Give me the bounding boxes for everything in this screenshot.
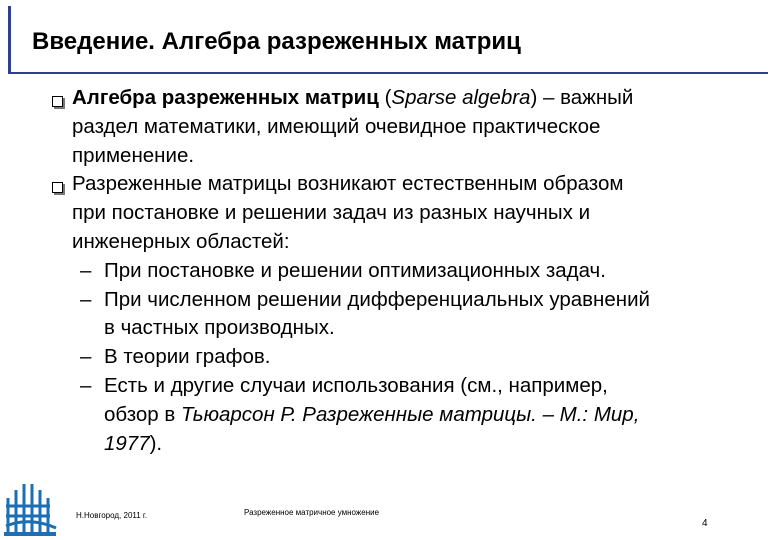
bullet-2-line-2: при постановке и решении задач из разных научных и — [72, 201, 591, 225]
sub-item-2-line-2: в частных производных. — [104, 316, 335, 340]
sub-item-4-reference: Тьюарсон Р. Разреженные матрицы. – М.: Мир, — [180, 402, 640, 426]
footer-course-title: Разреженное матричное умножение — [244, 508, 380, 517]
bullet-1-line-3: применение. — [72, 143, 195, 167]
bullet-1-line-1 — [72, 84, 633, 113]
sub-dash: – — [80, 374, 92, 397]
sub-item-4-year: 1977 — [104, 431, 150, 455]
bullet-2-line-1: Разреженные матрицы возникают естественным образом — [72, 172, 624, 196]
sub-dash: – — [80, 287, 92, 311]
sub-dash: – — [80, 345, 92, 369]
sub-item-4-pre: обзор в — [104, 402, 181, 426]
bullet-1-post: ) – важный — [530, 86, 634, 109]
bullet-2-line-3: инженерных областей: — [72, 230, 290, 253]
title-bottom-rule — [8, 72, 768, 74]
sub-item-4-line-2 — [104, 401, 639, 430]
title-bar — [8, 6, 768, 74]
unn-logo-icon — [2, 476, 60, 538]
sub-dash: – — [80, 258, 92, 282]
sub-item-2-line-1: При численном решении дифференциальных уравнений — [104, 287, 650, 311]
sub-item-3: В теории графов. — [104, 345, 271, 369]
page-number: 4 — [702, 518, 708, 529]
sub-item-4-post: ). — [149, 431, 163, 455]
square-bullet-icon — [52, 182, 63, 193]
bullet-1-pre: ( — [378, 86, 392, 109]
sub-item-1: При постановке и решении оптимизационных задач. — [104, 258, 606, 282]
title-left-rule — [8, 6, 11, 74]
bullet-1-bold-term: Алгебра разреженных матриц — [72, 86, 379, 109]
slide-title: Введение. Алгебра разреженных матриц — [32, 28, 521, 55]
sub-item-4-line-3 — [104, 430, 162, 459]
footer-location-year: Н.Новгород, 2011 г. — [76, 511, 148, 520]
bullet-1-line-2: раздел математики, имеющий очевидное практическое — [72, 114, 601, 138]
sub-item-4-line-1: Есть и другие случаи использования (см., например, — [104, 374, 608, 397]
square-bullet-icon — [52, 96, 63, 107]
bullet-1-italic-term: Sparse algebra — [391, 86, 531, 109]
